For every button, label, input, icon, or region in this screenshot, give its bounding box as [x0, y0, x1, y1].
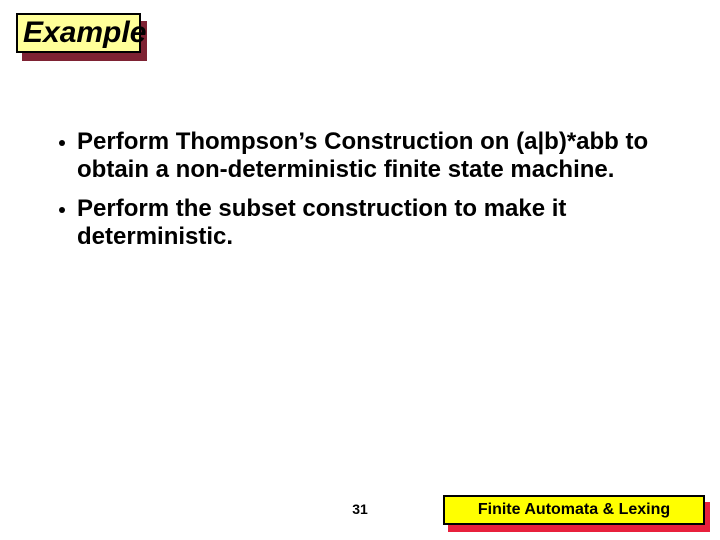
title-box	[16, 13, 147, 53]
bullet-list	[59, 128, 659, 251]
slide-title: Example	[23, 16, 147, 49]
bullet-item	[59, 195, 659, 251]
bullet-text: Perform the subset construction to make it deterministic.	[77, 195, 567, 250]
page-number: 31	[352, 501, 368, 517]
footer-label: Finite Automata & Lexing	[477, 501, 671, 518]
footer-box	[443, 495, 705, 525]
bullet-dot-icon	[59, 140, 65, 146]
bullet-item	[59, 128, 659, 184]
bullet-dot-icon	[59, 207, 65, 213]
bullet-text: Perform Thompson’s Construction on (a|b)*abb to obtain a non-deterministic finite state machine.	[77, 128, 649, 183]
